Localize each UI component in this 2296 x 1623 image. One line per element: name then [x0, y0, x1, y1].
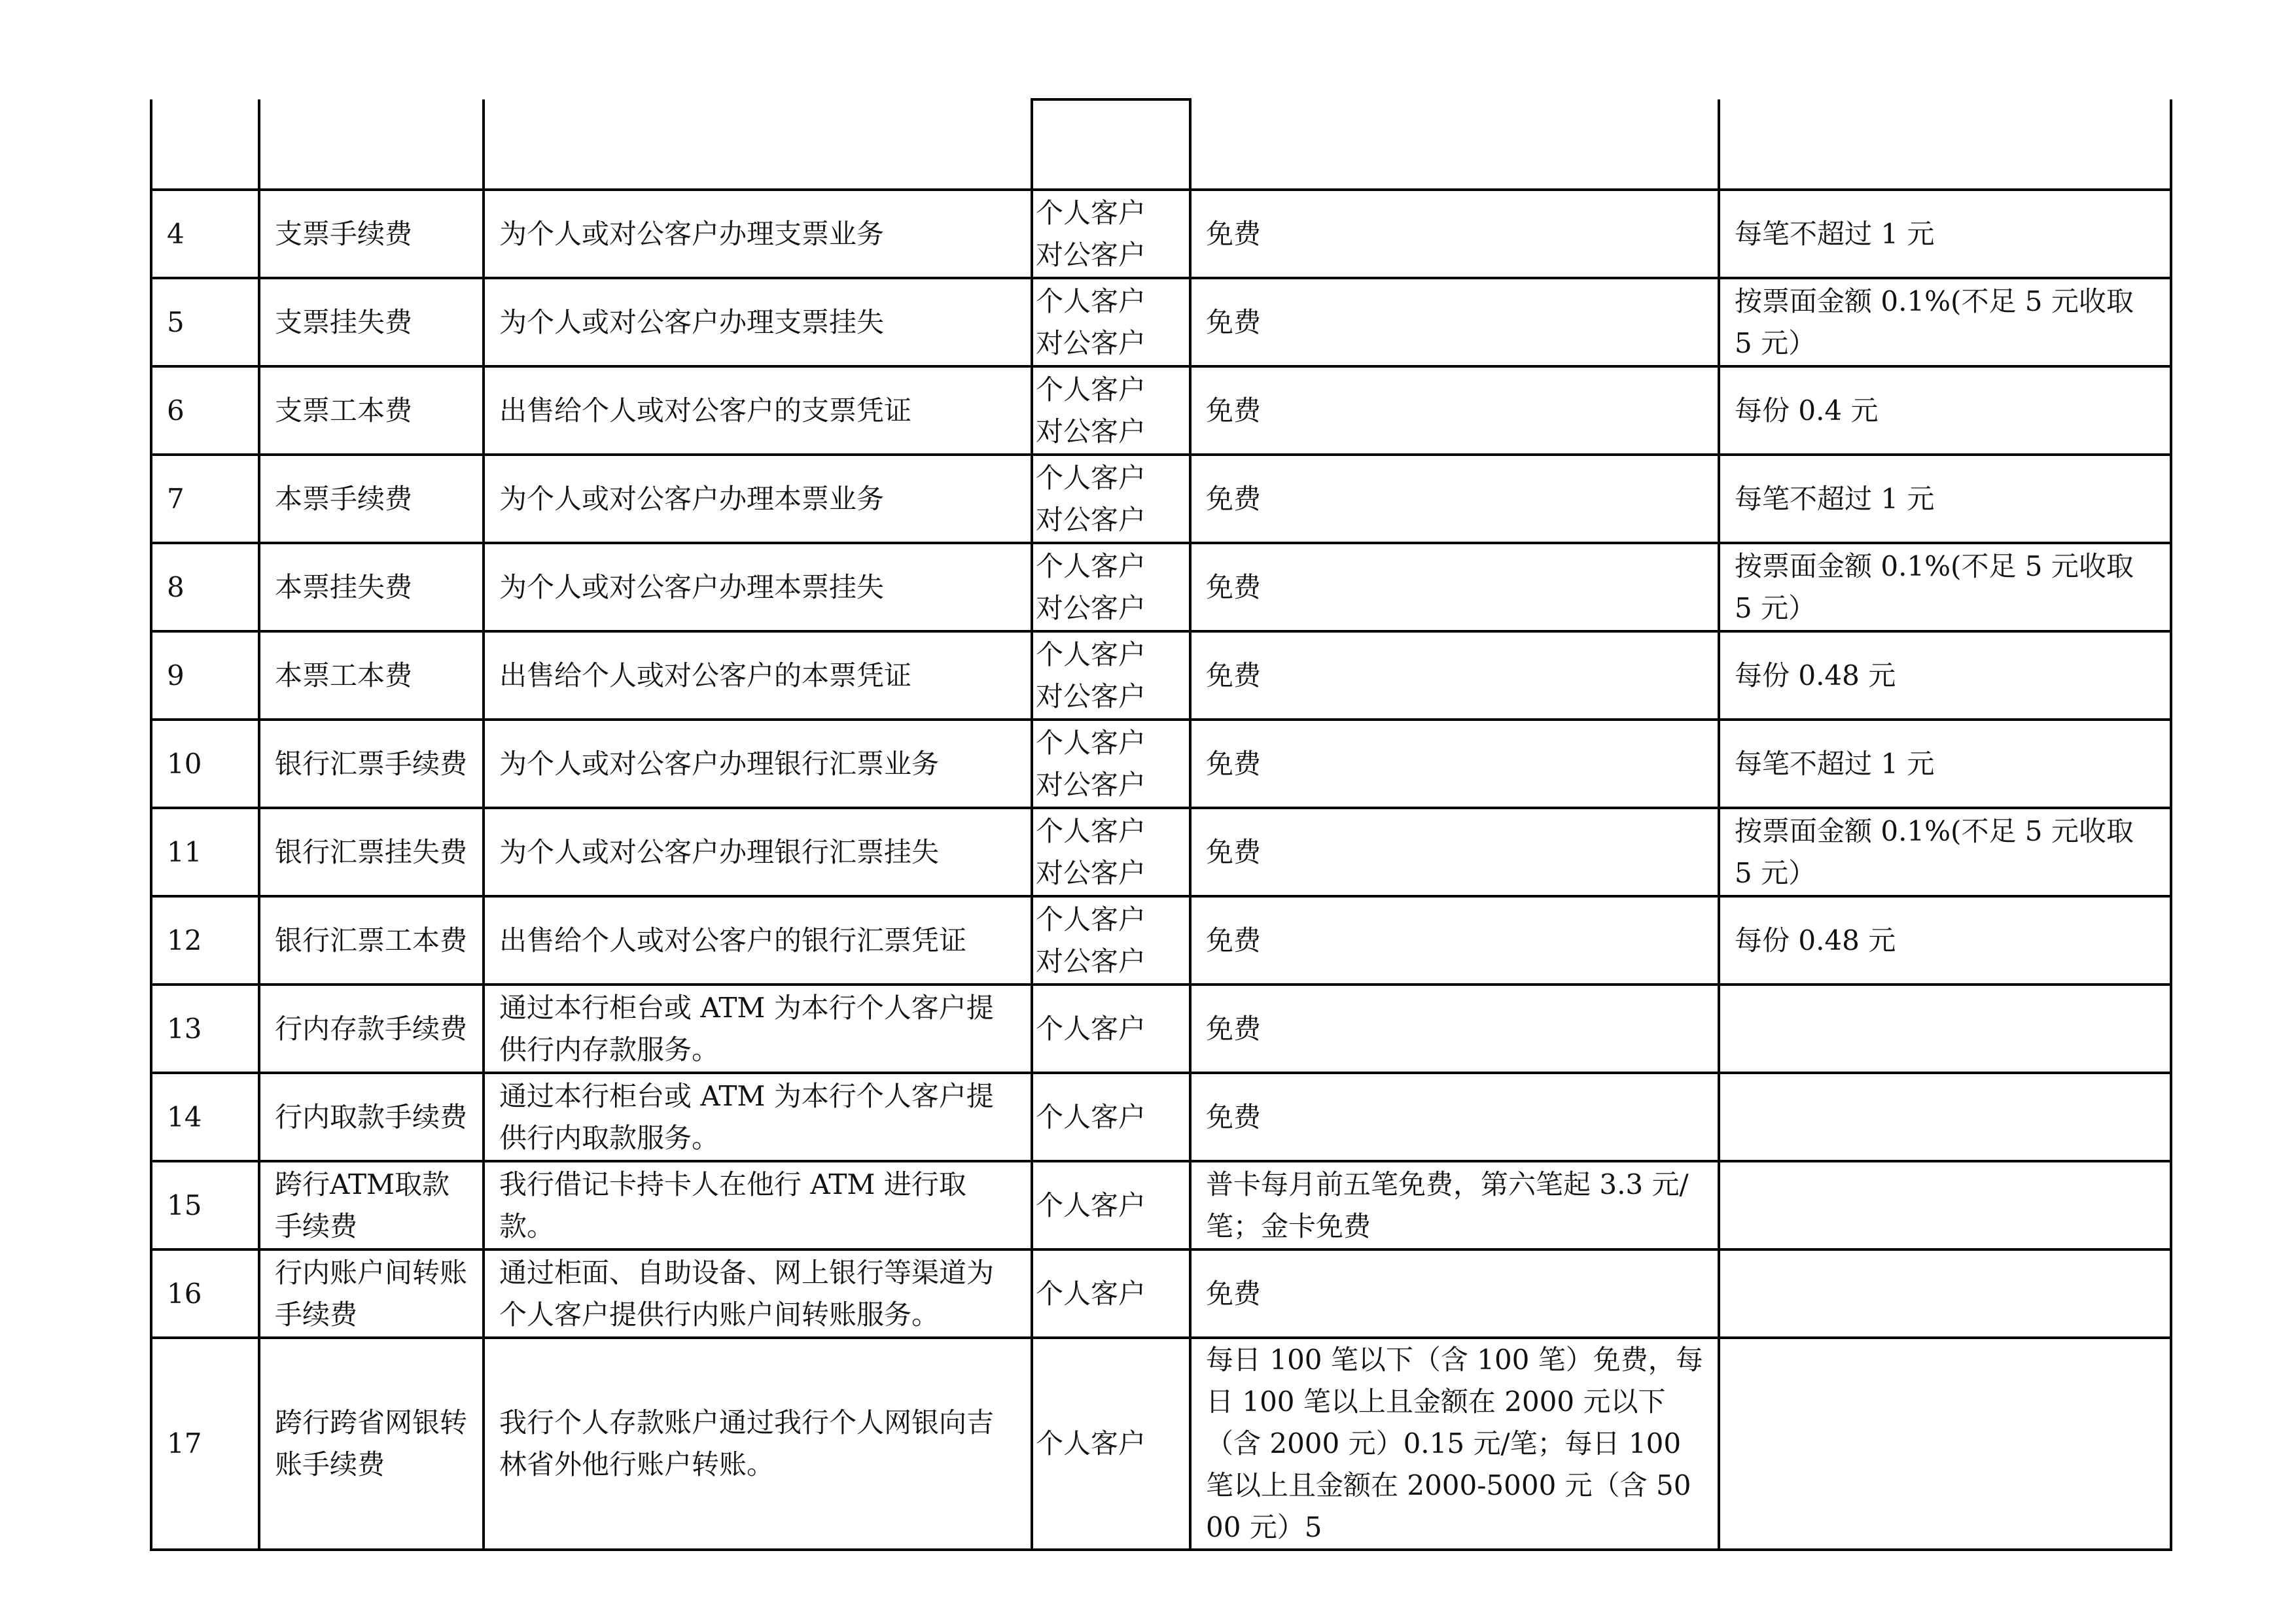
cell-fee-a: 免费 — [1190, 543, 1719, 631]
cell-fee-name: 行内存款手续费 — [259, 985, 484, 1073]
cell-description: 我行个人存款账户通过我行个人网银向吉林省外他行账户转账。 — [484, 1338, 1032, 1550]
cell-scope: 个人客户 — [1032, 1338, 1190, 1550]
cell-fee-b — [1719, 1161, 2171, 1249]
table-row — [151, 1249, 2171, 1338]
cell-fee-name: 银行汇票挂失费 — [259, 808, 484, 896]
cell-fee-a: 免费 — [1190, 720, 1719, 808]
cell-number: 10 — [151, 720, 259, 808]
cell-description: 出售给个人或对公客户的银行汇票凭证 — [484, 896, 1032, 985]
cell-fee-b: 每笔不超过 1 元 — [1719, 455, 2171, 543]
cell-scope: 个人客户 对公客户 — [1032, 366, 1190, 455]
cell-fee-a: 免费 — [1190, 1249, 1719, 1338]
cell-number: 6 — [151, 366, 259, 455]
cell-fee-name: 支票手续费 — [259, 190, 484, 278]
cell-fee-b: 按票面金额 0.1%(不足 5 元收取 5 元） — [1719, 808, 2171, 896]
cell-fee-a: 免费 — [1190, 366, 1719, 455]
cell-fee-a: 免费 — [1190, 278, 1719, 366]
table-row — [151, 1338, 2171, 1550]
table-row — [151, 543, 2171, 631]
cell-number: 9 — [151, 631, 259, 720]
cell-scope: 个人客户 对公客户 — [1032, 631, 1190, 720]
cell-number — [151, 99, 259, 190]
cell-number: 8 — [151, 543, 259, 631]
cell-description: 为个人或对公客户办理本票挂失 — [484, 543, 1032, 631]
cell-fee-name: 跨行ATM取款手续费 — [259, 1161, 484, 1249]
cell-fee-b — [1719, 1338, 2171, 1550]
fee-table — [150, 98, 2172, 1551]
cell-fee-name — [259, 99, 484, 190]
cell-description: 为个人或对公客户办理本票业务 — [484, 455, 1032, 543]
cell-description: 通过本行柜台或 ATM 为本行个人客户提供行内存款服务。 — [484, 985, 1032, 1073]
cell-fee-name: 本票挂失费 — [259, 543, 484, 631]
cell-fee-name: 本票工本费 — [259, 631, 484, 720]
cell-fee-b: 按票面金额 0.1%(不足 5 元收取 5 元） — [1719, 278, 2171, 366]
cell-scope — [1032, 99, 1190, 190]
cell-fee-a: 免费 — [1190, 455, 1719, 543]
cell-fee-b — [1719, 985, 2171, 1073]
cell-number: 5 — [151, 278, 259, 366]
cell-fee-a: 免费 — [1190, 190, 1719, 278]
cell-scope: 个人客户 — [1032, 1249, 1190, 1338]
cell-number: 17 — [151, 1338, 259, 1550]
cell-fee-a: 每日 100 笔以下（含 100 笔）免费，每日 100 笔以上且金额在 2000 元以下（含 2000 元）0.15 元/笔；每日 100 笔以上且金额在 2000-5000 元（含 5000 元）5 — [1190, 1338, 1719, 1550]
cell-scope: 个人客户 — [1032, 985, 1190, 1073]
cell-fee-a: 免费 — [1190, 896, 1719, 985]
cell-fee-name: 银行汇票手续费 — [259, 720, 484, 808]
cell-fee-b: 每份 0.4 元 — [1719, 366, 2171, 455]
cell-number: 14 — [151, 1073, 259, 1161]
cell-description: 通过本行柜台或 ATM 为本行个人客户提供行内取款服务。 — [484, 1073, 1032, 1161]
cell-description: 为个人或对公客户办理银行汇票挂失 — [484, 808, 1032, 896]
table-row-continued — [151, 99, 2171, 190]
cell-number: 4 — [151, 190, 259, 278]
cell-number: 15 — [151, 1161, 259, 1249]
cell-description: 出售给个人或对公客户的支票凭证 — [484, 366, 1032, 455]
table-row — [151, 366, 2171, 455]
cell-scope: 个人客户 对公客户 — [1032, 896, 1190, 985]
cell-description: 为个人或对公客户办理银行汇票业务 — [484, 720, 1032, 808]
cell-scope: 个人客户 — [1032, 1161, 1190, 1249]
cell-scope: 个人客户 对公客户 — [1032, 278, 1190, 366]
cell-fee-name: 支票工本费 — [259, 366, 484, 455]
cell-description: 为个人或对公客户办理支票挂失 — [484, 278, 1032, 366]
cell-description: 我行借记卡持卡人在他行 ATM 进行取款。 — [484, 1161, 1032, 1249]
cell-scope: 个人客户 对公客户 — [1032, 455, 1190, 543]
cell-fee-b: 每份 0.48 元 — [1719, 631, 2171, 720]
cell-fee-a: 免费 — [1190, 631, 1719, 720]
cell-number: 11 — [151, 808, 259, 896]
cell-fee-a: 免费 — [1190, 808, 1719, 896]
cell-fee-name: 本票手续费 — [259, 455, 484, 543]
cell-fee-name: 行内账户间转账手续费 — [259, 1249, 484, 1338]
table-row — [151, 985, 2171, 1073]
cell-scope: 个人客户 对公客户 — [1032, 808, 1190, 896]
cell-fee-name: 跨行跨省网银转账手续费 — [259, 1338, 484, 1550]
table-row — [151, 808, 2171, 896]
cell-fee-b: 按票面金额 0.1%(不足 5 元收取 5 元） — [1719, 543, 2171, 631]
cell-fee-b: 每笔不超过 1 元 — [1719, 190, 2171, 278]
cell-description: 出售给个人或对公客户的本票凭证 — [484, 631, 1032, 720]
table-row — [151, 896, 2171, 985]
cell-description: 通过柜面、自助设备、网上银行等渠道为个人客户提供行内账户间转账服务。 — [484, 1249, 1032, 1338]
cell-scope: 个人客户 — [1032, 1073, 1190, 1161]
cell-number: 16 — [151, 1249, 259, 1338]
cell-fee-a: 免费 — [1190, 985, 1719, 1073]
cell-fee-a — [1190, 99, 1719, 190]
table-row — [151, 455, 2171, 543]
cell-number: 13 — [151, 985, 259, 1073]
cell-fee-b — [1719, 1249, 2171, 1338]
cell-scope: 个人客户 对公客户 — [1032, 190, 1190, 278]
table-row — [151, 1073, 2171, 1161]
cell-fee-b: 每份 0.48 元 — [1719, 896, 2171, 985]
cell-scope: 个人客户 对公客户 — [1032, 720, 1190, 808]
cell-fee-a: 普卡每月前五笔免费，第六笔起 3.3 元/笔；金卡免费 — [1190, 1161, 1719, 1249]
cell-fee-name: 支票挂失费 — [259, 278, 484, 366]
table-row — [151, 190, 2171, 278]
cell-fee-b — [1719, 1073, 2171, 1161]
table-row — [151, 720, 2171, 808]
cell-scope: 个人客户 对公客户 — [1032, 543, 1190, 631]
cell-fee-b — [1719, 99, 2171, 190]
cell-fee-name: 银行汇票工本费 — [259, 896, 484, 985]
table-row — [151, 631, 2171, 720]
table-row — [151, 278, 2171, 366]
cell-fee-a: 免费 — [1190, 1073, 1719, 1161]
cell-number: 12 — [151, 896, 259, 985]
cell-fee-b: 每笔不超过 1 元 — [1719, 720, 2171, 808]
cell-description — [484, 99, 1032, 190]
table-row — [151, 1161, 2171, 1249]
cell-description: 为个人或对公客户办理支票业务 — [484, 190, 1032, 278]
cell-fee-name: 行内取款手续费 — [259, 1073, 484, 1161]
cell-number: 7 — [151, 455, 259, 543]
